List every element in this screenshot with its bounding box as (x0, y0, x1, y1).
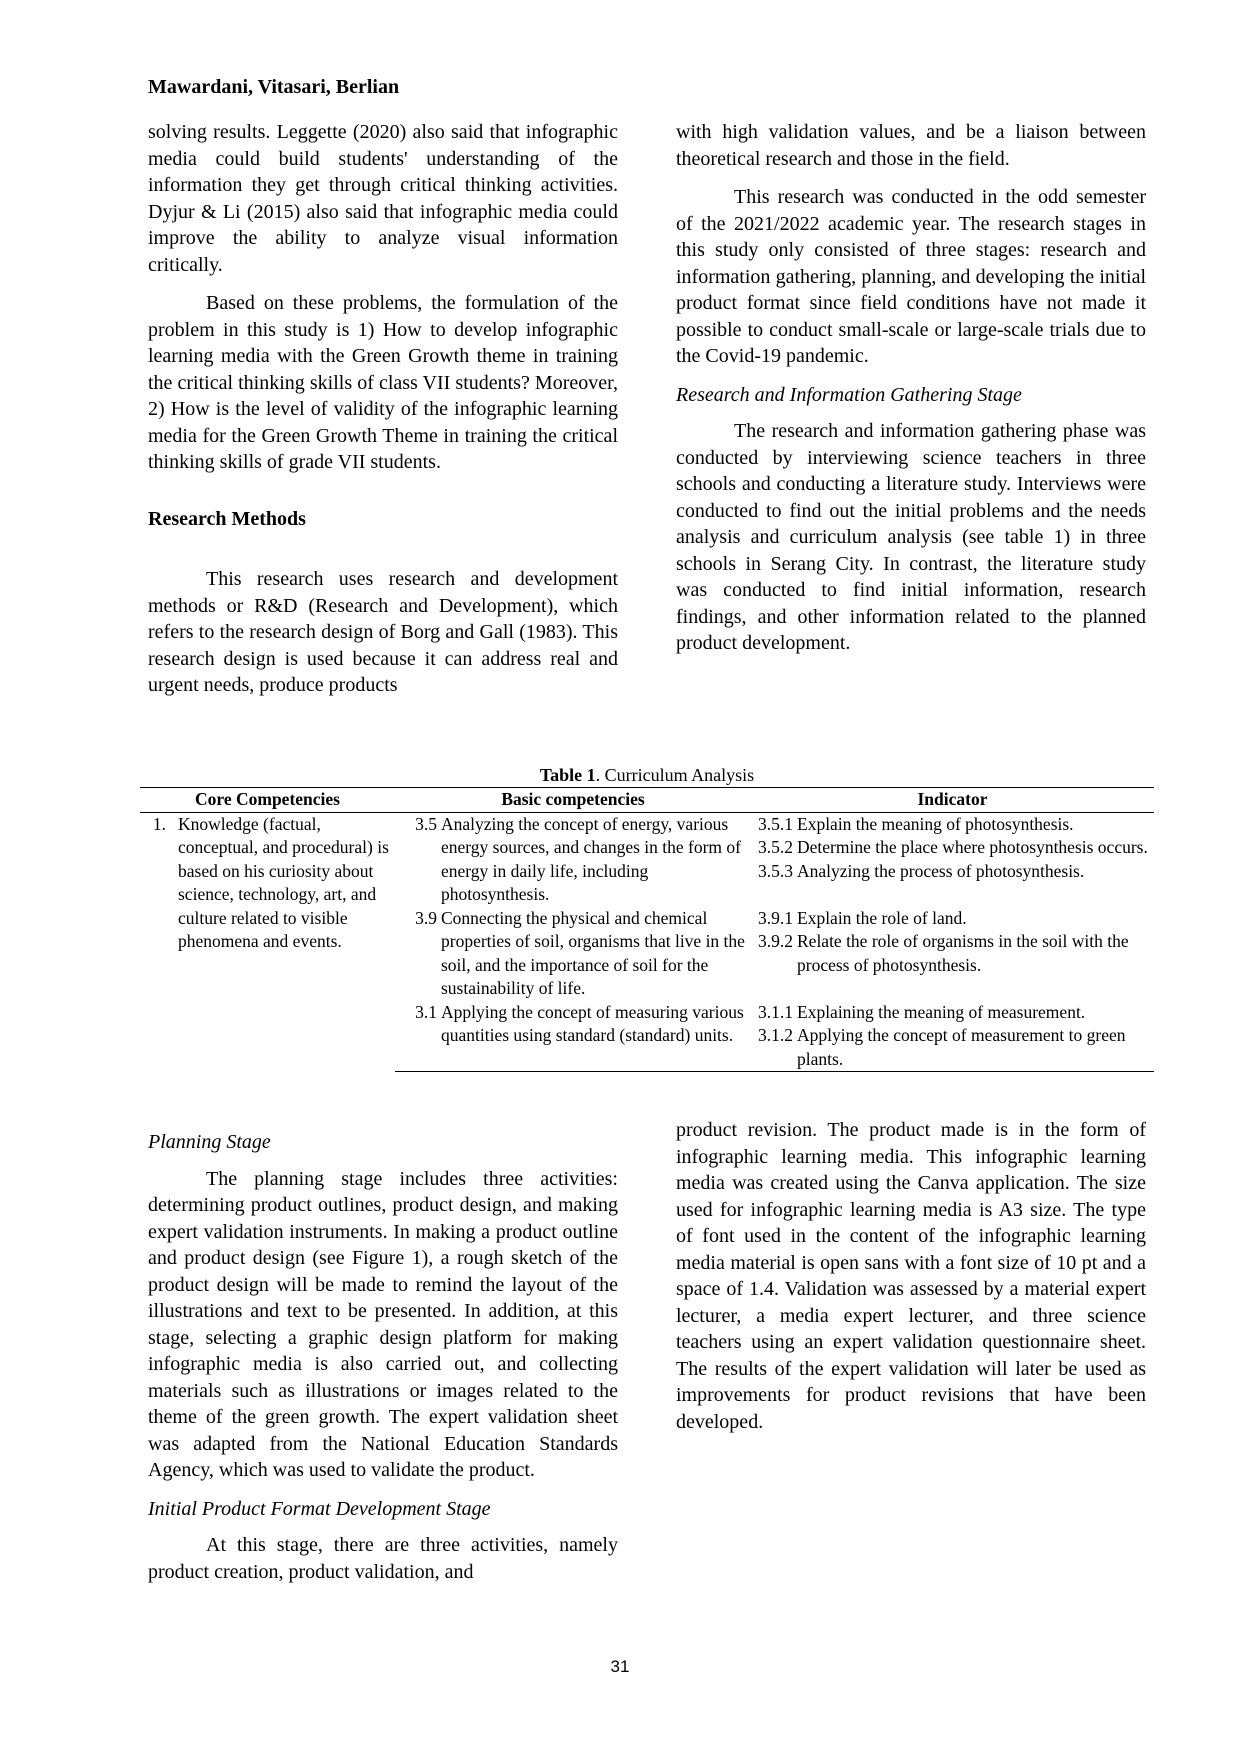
item-number: 3.9 (415, 907, 437, 928)
table-caption-label: Table 1 (539, 765, 596, 785)
paragraph: At this stage, there are three activities, namely product creation, product validation, and (148, 1534, 618, 1583)
table-header-row (140, 788, 1154, 813)
list-item (395, 813, 751, 907)
paragraph: The research and information gathering phase was conducted by interviewing science teachers in three schools and conducting a literature study. Interviews were conducted to find out the initial problems and the needs analysis and curriculum analysis (see table 1) in three schools in Serang City. In contrast, the literature study was conducted to find initial information, research findings, and other information related to the planned product development. (676, 420, 1146, 654)
table-header: Core Competencies (140, 788, 395, 813)
bottom-right-column (676, 1117, 1146, 1447)
top-right-column (676, 119, 1146, 669)
paragraph: solving results. Leggette (2020) also said that infographic media could build students' understanding of the information they get through critical thinking activities. Dyjur & Li (2015) also said that infographic media could improve the ability to analyze visual information critically. (148, 121, 618, 276)
indicator-cell (751, 1001, 1154, 1072)
top-left-column (148, 119, 618, 711)
item-number: 3.5.3 (758, 860, 793, 881)
table-header: Basic competencies (395, 788, 751, 813)
item-number: 3.5.1 (758, 813, 793, 834)
basic-competency-cell (395, 1001, 751, 1072)
item-number: 3.9.1 (758, 907, 793, 928)
item-text: Applying the concept of measurement to green plants. (797, 1025, 1126, 1069)
list-item (395, 1001, 751, 1048)
curriculum-table-block (140, 765, 1154, 1072)
list-item (395, 907, 751, 1001)
list-item (751, 836, 1154, 860)
section-heading: Research Methods (148, 507, 306, 530)
paragraph: product revision. The product made is in the form of infographic learning media. This infographic learning media was created using the Canva application. The size used for infographic learning media is A3 size. The type of font used in the content of the infographic learning media material is open sans with a font size of 10 pt and a space of 1.4. Validation was assessed by a material expert lecturer, a media expert lecturer, and three science teachers using an expert validation questionnaire sheet. The results of the expert validation will later be used as improvements for product revisions that have been developed. (676, 1119, 1146, 1433)
item-text: Determine the place where photosynthesis occurs. (797, 837, 1148, 857)
item-number: 3.1.1 (758, 1001, 793, 1022)
table-caption-text: . Curriculum Analysis (595, 765, 755, 785)
list-item (751, 907, 1154, 931)
table-header: Indicator (751, 788, 1154, 813)
subsection-heading: Research and Information Gathering Stage (676, 383, 1022, 406)
item-text: Applying the concept of measuring various quantities using standard (standard) units. (441, 1001, 744, 1045)
paragraph: This research uses research and development methods or R&D (Research and Development), which refers to the research design of Borg and Gall (1983). This research design is used because it can address real and urgent needs, produce products (148, 568, 618, 696)
indicator-cell (751, 812, 1154, 907)
indicator-cell (751, 907, 1154, 1001)
list-item (751, 1001, 1154, 1025)
item-text: Explain the meaning of photosynthesis. (797, 813, 1074, 834)
item-text: Explain the role of land. (797, 907, 967, 928)
item-number: 3.1.2 (758, 1025, 793, 1045)
basic-competency-cell (395, 812, 751, 907)
paragraph: with high validation values, and be a liaison between theoretical research and those in the field. (676, 121, 1146, 170)
running-head-authors: Mawardani, Vitasari, Berlian (148, 76, 400, 98)
item-text: Analyzing the process of photosynthesis. (797, 860, 1085, 881)
curriculum-table (140, 787, 1154, 1072)
subsection-heading: Initial Product Format Development Stage (148, 1497, 491, 1520)
list-item (751, 930, 1154, 977)
item-number: 1. (152, 813, 166, 834)
list-item (751, 860, 1154, 884)
item-number: 3.5 (415, 813, 437, 834)
item-text: Explaining the meaning of measurement. (797, 1001, 1086, 1022)
item-text: Relate the role of organisms in the soil with the process of photosynthesis. (797, 931, 1129, 975)
item-number: 3.1 (415, 1001, 437, 1022)
item-number: 3.9.2 (758, 931, 793, 951)
basic-competency-cell (395, 907, 751, 1001)
table-row (140, 812, 1154, 907)
table-caption (140, 765, 1154, 786)
paragraph: This research was conducted in the odd semester of the 2021/2022 academic year. The research stages in this study only consisted of three stages: research and information gathering, planning, and developing the initial product format since field conditions have not made it possible to conduct small-scale or large-scale trials due to the Covid-19 pandemic. (676, 186, 1146, 367)
paragraph: The planning stage includes three activities: determining product outlines, product design, and making expert validation instruments. In making a product outline and product design (see Figure 1), a rough sketch of the product design will be made to remind the layout of the illustrations and text to be presented. In addition, at this stage, selecting a graphic design platform for making infographic media is also carried out, and collecting materials such as illustrations or images related to the theme of the green growth. The expert validation sheet was adapted from the National Education Standards Agency, which was used to validate the product. (148, 1167, 618, 1481)
list-item (751, 1024, 1154, 1071)
subsection-heading: Planning Stage (148, 1131, 271, 1153)
item-number: 3.5.2 (758, 837, 793, 857)
page-number: 31 (610, 1657, 630, 1676)
list-item (751, 813, 1154, 837)
list-item (140, 813, 395, 954)
item-text: Knowledge (factual, conceptual, and procedural) is based on his curiosity about science, technology, art, and culture related to visible phenomena and events. (178, 813, 389, 951)
bottom-left-column (148, 1129, 618, 1597)
paragraph: Based on these problems, the formulation of the problem in this study is 1) How to develop infographic learning media with the Green Growth theme in training the critical thinking skills of class VII students? Moreover, 2) How is the level of validity of the infographic learning media for the Green Growth Theme in training the critical thinking skills of grade VII students. (148, 292, 618, 473)
core-competency-cell (140, 812, 395, 1072)
item-text: Analyzing the concept of energy, various energy sources, and changes in the form of energy in daily life, including photosynthesis. (441, 813, 741, 904)
item-text: Connecting the physical and chemical properties of soil, organisms that live in the soil, and the importance of soil for the sustainability of life. (441, 907, 745, 998)
